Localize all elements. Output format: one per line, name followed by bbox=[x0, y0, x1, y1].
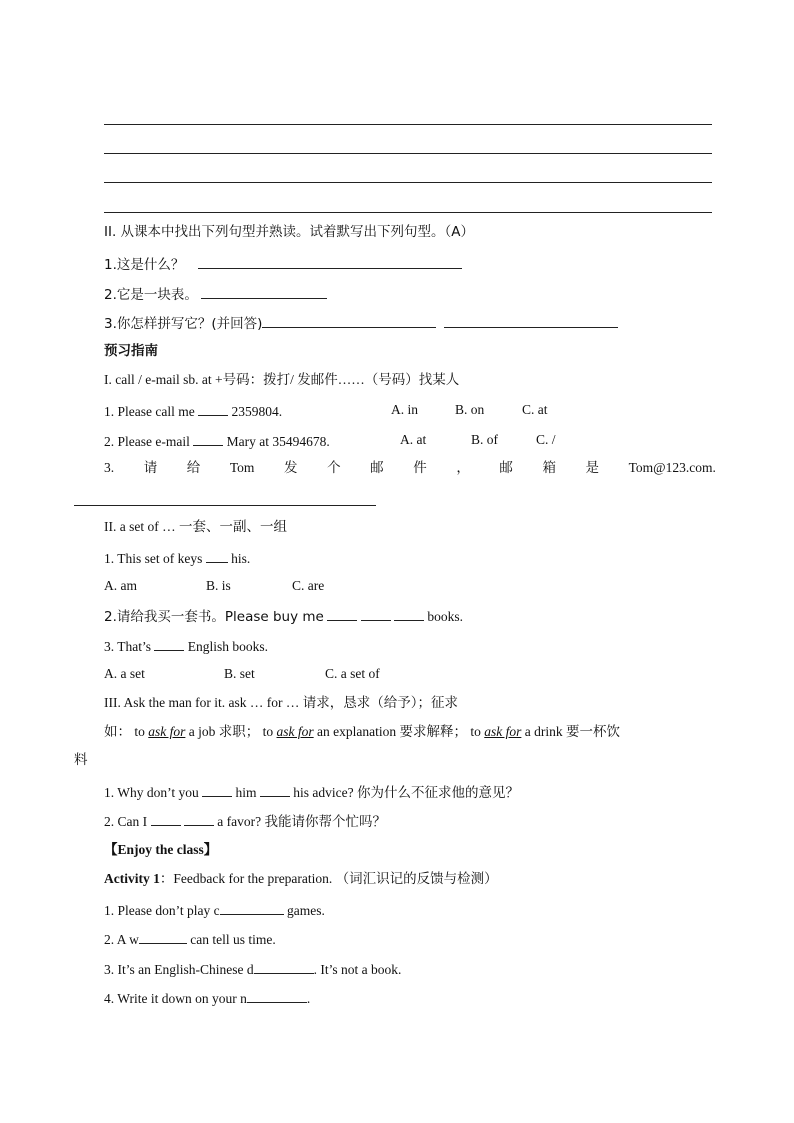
question-line bbox=[104, 284, 327, 304]
option[interactable]: C. are bbox=[292, 578, 325, 593]
answer-blank[interactable] bbox=[247, 988, 307, 1003]
question-line bbox=[104, 459, 716, 477]
option[interactable]: B. set bbox=[224, 666, 255, 681]
answer-blank[interactable] bbox=[201, 284, 327, 299]
phrase-highlight: ask for bbox=[484, 724, 522, 739]
example-line bbox=[104, 723, 620, 741]
activity-line bbox=[104, 870, 498, 888]
section-heading: I. call / e-mail sb. at +号码：拨打/ 发邮件……（号码）找某人 bbox=[104, 372, 460, 387]
question-text: games. bbox=[286, 903, 325, 918]
section-heading: III. Ask the man for it. ask … for … 请求，恳求（给予）；征求 bbox=[104, 695, 458, 710]
answer-blank[interactable] bbox=[254, 959, 314, 974]
answer-blank[interactable] bbox=[74, 505, 376, 506]
answer-blank[interactable] bbox=[206, 548, 228, 563]
answer-blank[interactable] bbox=[444, 313, 618, 328]
word: 邮 bbox=[370, 460, 384, 476]
question-text: a favor? 我能请你帮个忙吗？ bbox=[217, 814, 386, 829]
question-line bbox=[104, 929, 276, 949]
word: 是 bbox=[585, 460, 600, 476]
word: ， bbox=[456, 460, 470, 476]
question-text: 2. A w bbox=[104, 932, 139, 947]
word: Tom bbox=[229, 460, 255, 475]
answer-blank[interactable] bbox=[184, 811, 214, 826]
word: 个 bbox=[327, 460, 341, 476]
question-text: 2.它是一块表。 bbox=[104, 287, 198, 303]
answer-line bbox=[104, 124, 712, 125]
question-text: 1. Why don’t you bbox=[104, 785, 199, 800]
phrase-highlight: ask for bbox=[276, 724, 314, 739]
question-text: 2. Please e-mail bbox=[104, 434, 190, 449]
question-line bbox=[104, 313, 618, 333]
question-line bbox=[104, 401, 282, 421]
option[interactable]: A. at bbox=[400, 432, 427, 447]
question-text: 1. Please don’t play c bbox=[104, 903, 220, 918]
question-text: . It’s not a book. bbox=[313, 962, 402, 977]
answer-blank[interactable] bbox=[151, 811, 181, 826]
guide-heading: 预习指南 bbox=[104, 343, 158, 359]
option[interactable]: A. am bbox=[104, 578, 137, 593]
option[interactable]: B. of bbox=[471, 432, 498, 447]
example-text: 料 bbox=[74, 752, 88, 768]
answer-line bbox=[104, 212, 712, 213]
question-line bbox=[104, 431, 330, 451]
question-line bbox=[104, 988, 310, 1008]
question-line bbox=[104, 959, 401, 979]
example-text: an explanation 要求解释； to bbox=[317, 724, 481, 739]
question-text: can tell us time. bbox=[190, 932, 276, 947]
example-text: 如： to bbox=[104, 724, 145, 739]
question-line bbox=[104, 254, 462, 274]
option[interactable]: A. in bbox=[391, 402, 418, 417]
question-text: 1.这是什么？ bbox=[104, 257, 185, 273]
question-text: 1. This set of keys bbox=[104, 551, 203, 566]
answer-blank[interactable] bbox=[361, 606, 391, 621]
question-text: 3. It’s an English-Chinese d bbox=[104, 962, 254, 977]
answer-blank[interactable] bbox=[220, 900, 284, 915]
question-line bbox=[104, 548, 250, 568]
example-text: a job 求职； to bbox=[188, 724, 274, 739]
answer-blank[interactable] bbox=[394, 606, 424, 621]
phrase-highlight: ask for bbox=[148, 724, 186, 739]
question-line bbox=[104, 900, 325, 920]
option[interactable]: C. / bbox=[536, 432, 556, 447]
enjoy-heading: 【Enjoy the class】 bbox=[104, 842, 218, 857]
question-text: his. bbox=[231, 551, 251, 566]
question-text: him bbox=[235, 785, 257, 800]
question-line bbox=[104, 606, 463, 626]
option[interactable]: B. is bbox=[206, 578, 231, 593]
answer-blank[interactable] bbox=[193, 431, 223, 446]
option[interactable]: C. a set of bbox=[325, 666, 380, 681]
word: 发 bbox=[284, 460, 298, 476]
question-line bbox=[104, 636, 268, 656]
question-text: English books. bbox=[187, 639, 269, 654]
answer-blank[interactable] bbox=[139, 929, 187, 944]
answer-blank[interactable] bbox=[202, 782, 232, 797]
question-text: 2359804. bbox=[231, 404, 283, 419]
section-heading: II. a set of … 一套、一副、一组 bbox=[104, 519, 287, 534]
activity-label: Activity 1 bbox=[104, 871, 160, 886]
option[interactable]: B. on bbox=[455, 402, 485, 417]
section-heading: II. 从课本中找出下列句型并熟读。试着默写出下列句型。（A） bbox=[104, 224, 475, 240]
answer-blank[interactable] bbox=[198, 401, 228, 416]
answer-line bbox=[104, 153, 712, 154]
option[interactable]: C. at bbox=[522, 402, 548, 417]
question-line bbox=[104, 782, 519, 802]
word: Tom@123.com. bbox=[628, 460, 716, 475]
question-text: 2.请给我买一套书。Please buy me bbox=[104, 609, 324, 625]
answer-blank[interactable] bbox=[327, 606, 357, 621]
question-text: books. bbox=[427, 609, 463, 624]
option[interactable]: A. a set bbox=[104, 666, 145, 681]
answer-line bbox=[104, 182, 712, 183]
question-text: 3. That’s bbox=[104, 639, 151, 654]
answer-blank[interactable] bbox=[260, 782, 290, 797]
word: 给 bbox=[186, 460, 201, 476]
word: 邮 bbox=[499, 460, 513, 476]
answer-blank[interactable] bbox=[262, 313, 436, 328]
answer-blank[interactable] bbox=[198, 254, 462, 269]
word: 3. bbox=[104, 460, 115, 475]
word: 件 bbox=[413, 460, 427, 476]
question-text: his advice? 你为什么不征求他的意见？ bbox=[293, 785, 520, 800]
activity-text: ：Feedback for the preparation. （词汇识记的反馈与检测） bbox=[159, 871, 498, 886]
word: 请 bbox=[143, 460, 158, 476]
question-text: 3.你怎样拼写它？(并回答) bbox=[104, 316, 263, 332]
question-text: . bbox=[306, 991, 311, 1006]
question-text: 1. Please call me bbox=[104, 404, 195, 419]
example-text: a drink 要一杯饮 bbox=[524, 724, 620, 739]
question-text: Mary at 35494678. bbox=[226, 434, 330, 449]
answer-blank[interactable] bbox=[154, 636, 184, 651]
question-text: 2. Can I bbox=[104, 814, 148, 829]
question-line bbox=[104, 811, 386, 831]
question-text: 4. Write it down on your n bbox=[104, 991, 247, 1006]
word: 箱 bbox=[542, 460, 556, 476]
